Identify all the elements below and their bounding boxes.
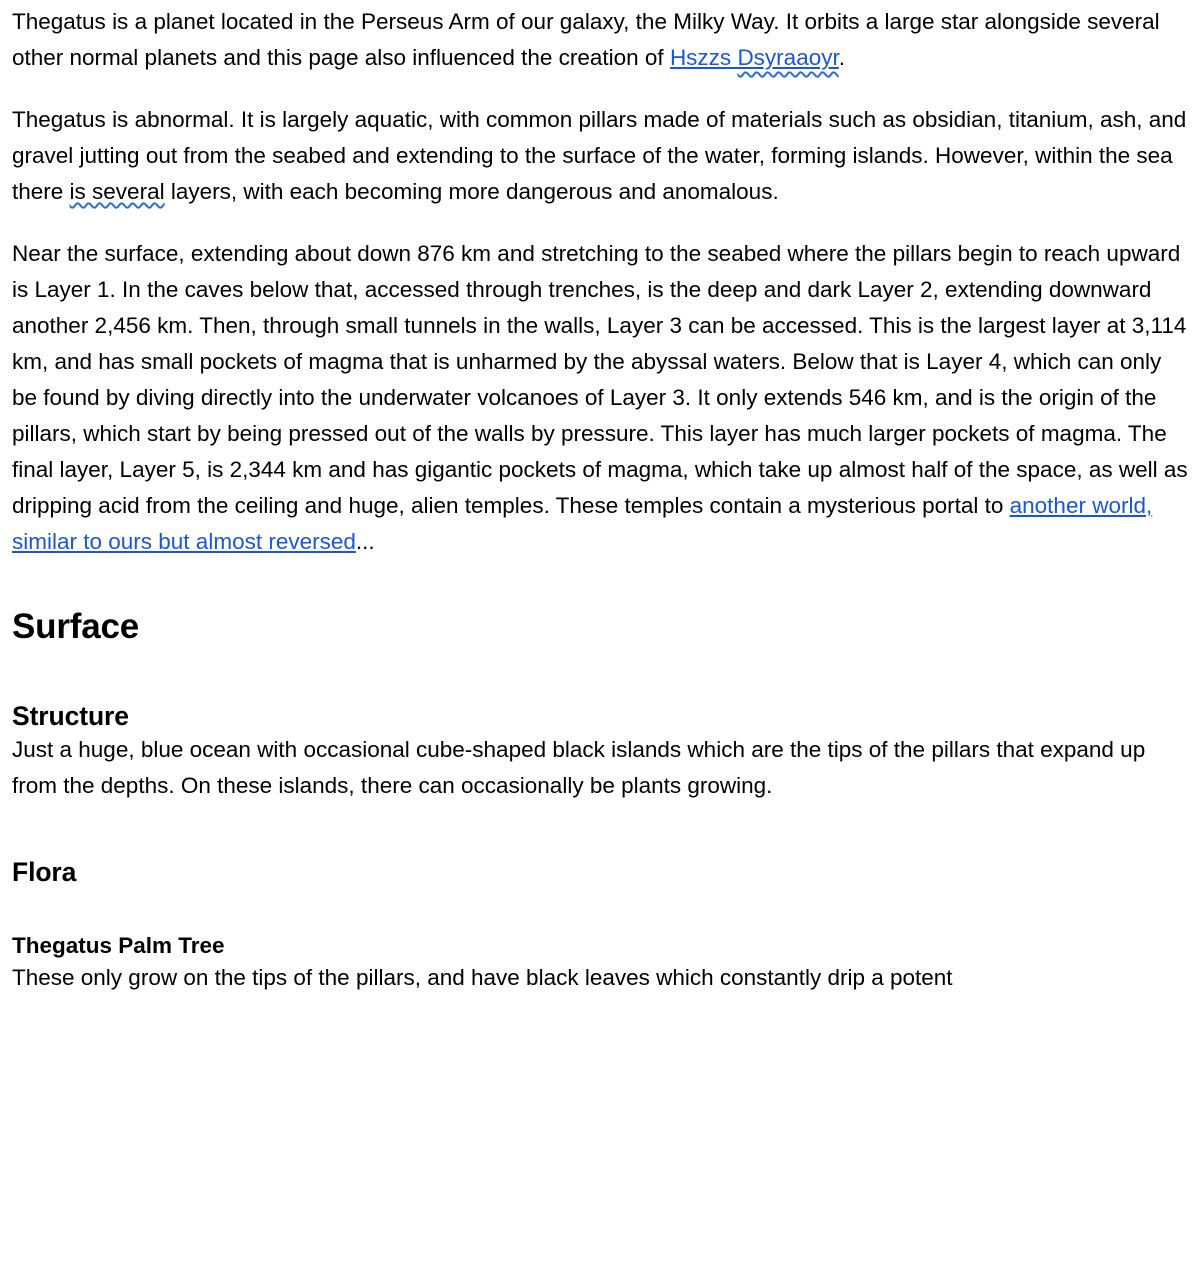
link-another-world[interactable]: another world, similar to ours but almost reversed (12, 493, 1153, 554)
paragraph-palm-tree: These only grow on the tips of the pillars, and have black leaves which constantly drip a potent (12, 965, 953, 990)
paragraph-layers-text-before-link: Near the surface, extending about down 876 km and stretching to the seabed where the pillars begin to reach upward is Layer 1. In the caves below that, accessed through trenches, is the deep and dark Layer 2, extending downward another 2,456 km. Then, through small tunnels in the walls, Layer 3 can be accessed. This is the largest layer at 3,114 km, and has small pockets of magma that is unharmed by the abyssal waters. Below that is Layer 4, which can only be found by diving directly into the underwater volcanoes of Layer 3. It only extends 546 km, and is the origin of the pillars, which start by being pressed out of the walls by pressure. This layer has much larger pockets of magma. The final layer, Layer 5, is 2,344 km and has gigantic pockets of magma, which take up almost half of the space, as well as dripping acid from the ceiling and huge, alien temples. These temples contain a mysterious portal to (12, 241, 1188, 518)
heading-surface: Surface (12, 607, 139, 646)
heading-flora: Flora (12, 857, 77, 887)
paragraph-layers (12, 236, 1188, 560)
paragraph-intro-text-after-link: . (838, 45, 845, 70)
link-hszzs-dsyraaoyr-second-word: Dsyraaoyr (737, 45, 839, 70)
grammar-flagged-text[interactable]: is several (69, 179, 165, 204)
paragraph-abnormal (12, 102, 1188, 210)
paragraph-abnormal-text-after-flag: layers, with each becoming more dangerous and anomalous. (164, 179, 779, 204)
paragraph-structure: Just a huge, blue ocean with occasional cube-shaped black islands which are the tips of the pillars that expand up from the depths. On these islands, there can occasionally be plants growing. (12, 737, 1146, 798)
link-hszzs-dsyraaoyr-first-word: Hszzs (669, 45, 738, 70)
link-hszzs-dsyraaoyr[interactable] (670, 45, 839, 70)
paragraph-intro-text-before-link: Thegatus is a planet located in the Perseus Arm of our galaxy, the Milky Way. It orbits a large star alongside several other normal planets and this page also influenced the creation of (12, 9, 1160, 70)
article-page (0, 4, 1200, 996)
paragraph-layers-text-after-link: ... (355, 529, 375, 554)
paragraph-intro (12, 4, 1188, 76)
heading-structure: Structure (12, 701, 129, 731)
heading-thegatus-palm-tree: Thegatus Palm Tree (12, 933, 225, 958)
paragraph-abnormal-text-before-flag: Thegatus is abnormal. It is largely aquatic, with common pillars made of materials such as obsidian, titanium, ash, and gravel jutting out from the seabed and extending to the surface of the water, forming islands. However, within the sea there (12, 107, 1187, 204)
